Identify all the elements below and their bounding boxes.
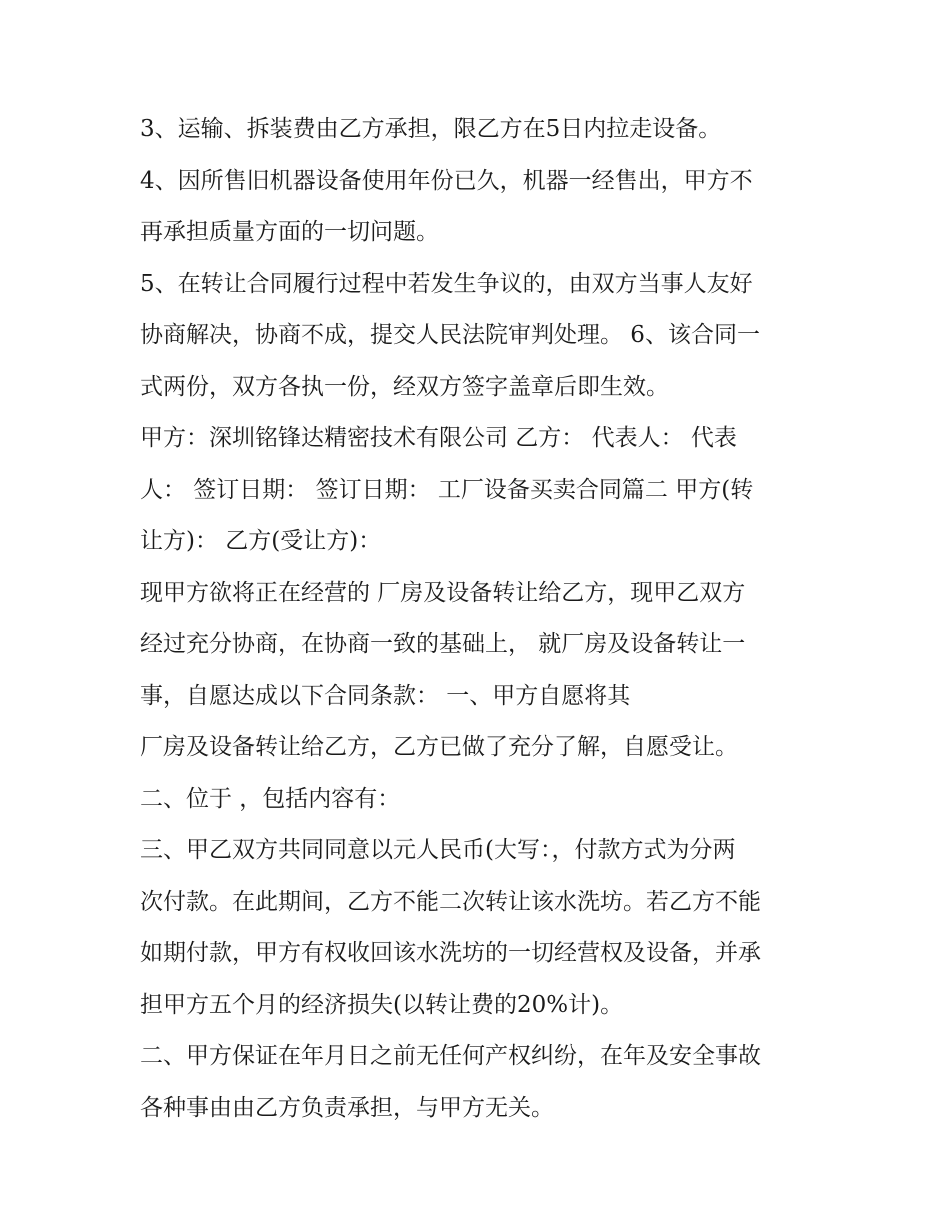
text-line: 式两份，双方各执一份，经双方签字盖章后即生效。 bbox=[140, 373, 669, 400]
text-line: 二、甲方保证在年月日之前无任何产权纠纷，在年及安全事故 bbox=[140, 1043, 761, 1069]
text-line: 二、位于 ，包括内容有： bbox=[140, 785, 401, 812]
text-line: 人： 签订日期： 签订日期： 工厂设备买卖合同篇二 甲方(转 bbox=[140, 476, 754, 503]
text-line: 甲方：深圳铭锋达精密技术有限公司 乙方： 代表人： 代表 bbox=[140, 425, 737, 451]
text-line: 如期付款，甲方有权收回该水洗坊的一切经营权及设备，并承 bbox=[140, 940, 761, 966]
text-line: 三、甲乙双方共同同意以元人民币(大写：，付款方式为分两 bbox=[140, 837, 736, 863]
text-line: 事，自愿达成以下合同条款： 一、甲方自愿将其 bbox=[140, 682, 631, 709]
text-line: 经过充分协商，在协商一致的基础上， 就厂房及设备转让一 bbox=[140, 631, 746, 657]
text-line: 厂房及设备转让给乙方，乙方已做了充分了解，自愿受让。 bbox=[140, 734, 738, 760]
text-line: 次付款。在此期间，乙方不能二次转让该水洗坊。若乙方不能 bbox=[140, 888, 761, 915]
text-line: 再承担质量方面的一切问题。 bbox=[140, 219, 439, 245]
text-line: 3、运输、拆装费由乙方承担，限乙方在5日内拉走设备。 bbox=[140, 116, 722, 142]
text-line: 现甲方欲将正在经营的 厂房及设备转让给乙方，现甲乙双方 bbox=[140, 579, 746, 606]
text-line: 让方)： 乙方(受让方)： bbox=[140, 528, 382, 554]
text-line: 5、在转让合同履行过程中若发生争议的，由双方当事人友好 bbox=[140, 270, 753, 297]
text-line: 协商解决，协商不成，提交人民法院审判处理。 6、该合同一 bbox=[140, 322, 760, 348]
text-line: 4、因所售旧机器设备使用年份已久，机器一经售出，甲方不 bbox=[140, 167, 753, 194]
text-line: 各种事由由乙方负责承担，与甲方无关。 bbox=[140, 1094, 554, 1121]
text-line: 担甲方五个月的经济损失(以转让费的20%计)。 bbox=[140, 991, 624, 1018]
contract-text bbox=[140, 104, 820, 1134]
